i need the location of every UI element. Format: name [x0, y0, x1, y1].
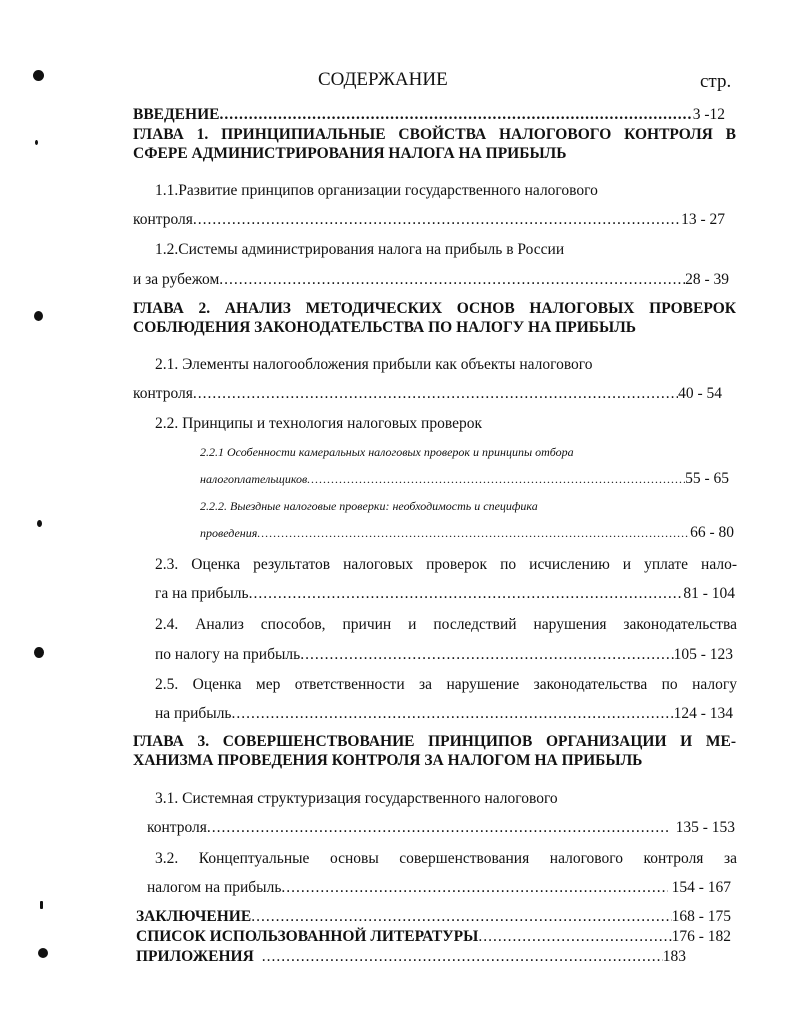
toc-pages: 176 - 182: [671, 928, 731, 945]
toc-entry-2-2-1: 2.2.1 Особенности камеральных налоговых проверок и принципы отбора: [200, 445, 574, 459]
toc-label: контроля: [133, 211, 193, 228]
toc-pages: 168 - 175: [671, 908, 731, 925]
toc-entry-2-3-cont: [155, 584, 735, 603]
toc-entry-2-4: 2.4. Анализ способов, причин и последствий нарушения законодательства: [155, 616, 737, 633]
scan-mark: [38, 948, 48, 958]
scan-mark: [35, 140, 38, 145]
toc-pages: 135 - 153: [675, 819, 735, 836]
scan-mark: [40, 901, 43, 909]
chapter-3-heading-cont: ХАНИЗМА ПРОВЕДЕНИЯ КОНТРОЛЯ ЗА НАЛОГОМ НА ПРИБЫЛЬ: [133, 752, 643, 769]
toc-pages: 105 - 123: [673, 646, 733, 663]
toc-label: СПИСОК ИСПОЛЬЗОВАННОЙ ЛИТЕРАТУРЫ: [136, 928, 479, 945]
toc-pages: 3 -12: [692, 106, 725, 123]
toc-entry-appendix: [136, 947, 686, 966]
page-title: СОДЕРЖАНИЕ: [318, 69, 448, 90]
toc-pages: 40 - 54: [678, 385, 722, 402]
toc-entry-3-2-cont: [147, 878, 731, 897]
toc-entry-2-5: 2.5. Оценка мер ответственности за нарушение законодательства по налогу: [155, 676, 737, 693]
toc-pages: 55 - 65: [685, 470, 729, 487]
toc-entry-2-2-1-cont: [200, 470, 729, 488]
toc-label: налогом на прибыль: [147, 879, 282, 896]
toc-label: по налогу на прибыль: [155, 646, 301, 663]
toc-entry-bibliography: [136, 927, 731, 946]
toc-entry-2-2-2: 2.2.2. Выездные налоговые проверки: необходимость и специфика: [200, 499, 538, 513]
toc-entry-2-1: 2.1. Элементы налогообложения прибыли как объекты налогового: [155, 356, 593, 373]
toc-entry-2-1-cont: [133, 384, 722, 403]
toc-entry-3-1: 3.1. Системная структуризация государственного налогового: [155, 790, 558, 807]
scan-mark: [33, 70, 44, 81]
toc-entry-intro: [133, 105, 725, 124]
toc-entry-2-2: 2.2. Принципы и технология налоговых проверок: [155, 415, 482, 432]
toc-pages: 183: [662, 948, 686, 965]
toc-entry-1-1: 1.1.Развитие принципов организации государственного налогового: [155, 182, 598, 199]
scan-mark: [34, 311, 43, 321]
toc-label: контроля: [147, 819, 207, 836]
toc-entry-1-2: 1.2.Системы администрирования налога на прибыль в России: [155, 241, 565, 258]
toc-entry-2-3: 2.3. Оценка результатов налоговых проверок по исчислению и уплате нало-: [155, 556, 737, 573]
toc-label: на прибыль: [155, 705, 232, 722]
chapter-2-heading: ГЛАВА 2. АНАЛИЗ МЕТОДИЧЕСКИХ ОСНОВ НАЛОГОВЫХ ПРОВЕРОК: [133, 300, 736, 317]
toc-label: га на прибыль: [155, 585, 249, 602]
toc-label: проведения: [200, 526, 258, 540]
toc-label: ПРИЛОЖЕНИЯ: [136, 948, 254, 965]
chapter-2-heading-cont: СОБЛЮДЕНИЯ ЗАКОНОДАТЕЛЬСТВА ПО НАЛОГУ НА ПРИБЫЛЬ: [133, 319, 637, 336]
toc-pages: 124 - 134: [673, 705, 733, 722]
chapter-3-heading: ГЛАВА 3. СОВЕРШЕНСТВОВАНИЕ ПРИНЦИПОВ ОРГАНИЗАЦИИ И МЕ-: [133, 733, 736, 750]
chapter-1-heading-cont: СФЕРЕ АДМИНИСТРИРОВАНИЯ НАЛОГА НА ПРИБЫЛЬ: [133, 145, 567, 162]
page-column-label: стр.: [700, 71, 732, 92]
toc-entry-1-1-cont: [133, 210, 725, 229]
toc-pages: 66 - 80: [690, 524, 734, 541]
toc-pages: 28 - 39: [685, 271, 729, 288]
toc-label: ВВЕДЕНИЕ: [133, 106, 220, 123]
toc-label: налогоплательщиков: [200, 472, 308, 486]
toc-pages: 154 - 167: [671, 879, 731, 896]
toc-entry-2-5-cont: [155, 704, 733, 723]
scan-mark: [37, 520, 42, 527]
scan-mark: [34, 647, 44, 658]
toc-entry-2-2-2-cont: [200, 524, 734, 542]
toc-entry-2-4-cont: [155, 645, 733, 664]
toc-entry-1-2-cont: [133, 270, 729, 289]
chapter-1-heading: ГЛАВА 1. ПРИНЦИПИАЛЬНЫЕ СВОЙСТВА НАЛОГОВОГО КОНТРОЛЯ В: [133, 126, 736, 143]
toc-entry-3-1-cont: [147, 818, 735, 837]
toc-label: ЗАКЛЮЧЕНИЕ: [136, 908, 252, 925]
toc-pages: 81 - 104: [683, 585, 735, 602]
toc-pages: 13 - 27: [681, 211, 725, 228]
toc-label: и за рубежом: [133, 271, 220, 288]
toc-entry-3-2: 3.2. Концептуальные основы совершенствования налогового контроля за: [155, 850, 737, 867]
toc-label: контроля: [133, 385, 193, 402]
toc-entry-conclusion: [136, 907, 731, 926]
